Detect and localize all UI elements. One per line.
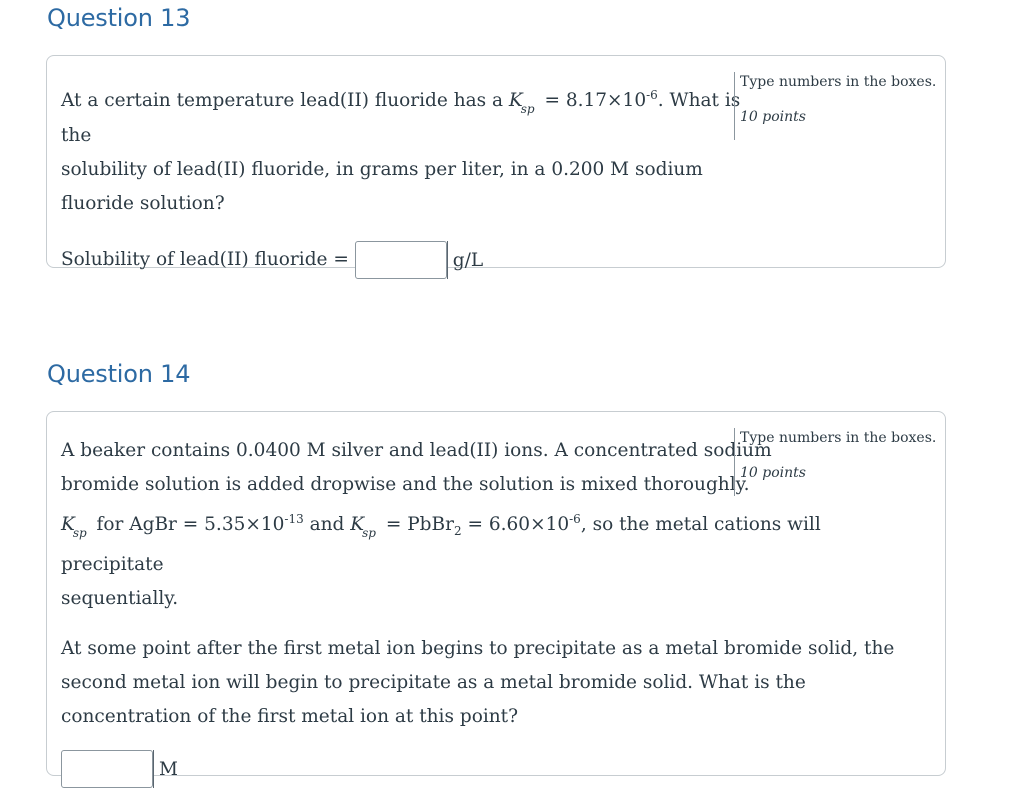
- question-13-points: 10 points: [740, 109, 806, 125]
- question-13-hint: Type numbers in the boxes.: [740, 74, 937, 90]
- question-13-answer-input[interactable]: [355, 241, 447, 279]
- question-14-points: 10 points: [740, 465, 806, 481]
- ksp-symbol: K: [508, 90, 523, 112]
- question-14-hint: Type numbers in the boxes.: [740, 430, 937, 446]
- answer-unit: M: [153, 750, 178, 788]
- question-13-body: [61, 78, 741, 279]
- question-14-paragraph-2: At some point after the first metal ion begins to precipitate as a metal bromide solid, the second metal ion will begin to precipitate as a metal bromide solid. What is the concentration of the first metal ion at this point?: [61, 637, 895, 727]
- question-13-text: At a certain temperature lead(II) fluoride has a $K_{sp} = 8.17\times 10^{-6}$. What is the solubility of lead(II) fluoride, in grams per liter, in a 0.200 M sodium fluoride solution?: [61, 88, 741, 215]
- question-14-answer-input[interactable]: [61, 750, 153, 788]
- question-14-text: A beaker contains 0.0400 M silver and lead(II) ions. A concentrated sodium bromide solution is added dropwise and the solution is mixed thoroughly. $K_{sp}$ for AgBr = $5.35\times 10^{-13}$ and $K_{sp}$ = PbBr$_2$ = $6.60\times 10^{-6}$, so the metal cations will precipitate sequentially.: [61, 440, 821, 609]
- question-14-meta: [734, 428, 940, 496]
- question-14-answer-row: [61, 750, 921, 788]
- question-13-card: [46, 55, 946, 272]
- question-13-answer-row: [61, 241, 741, 279]
- question-14-title: Question 14: [47, 360, 191, 388]
- answer-unit: g/L: [447, 241, 483, 279]
- question-13-meta: [734, 72, 940, 140]
- question-14-card: [46, 411, 946, 780]
- question-13-title: Question 13: [47, 4, 191, 32]
- answer-label: Solubility of lead(II) fluoride =: [61, 249, 355, 271]
